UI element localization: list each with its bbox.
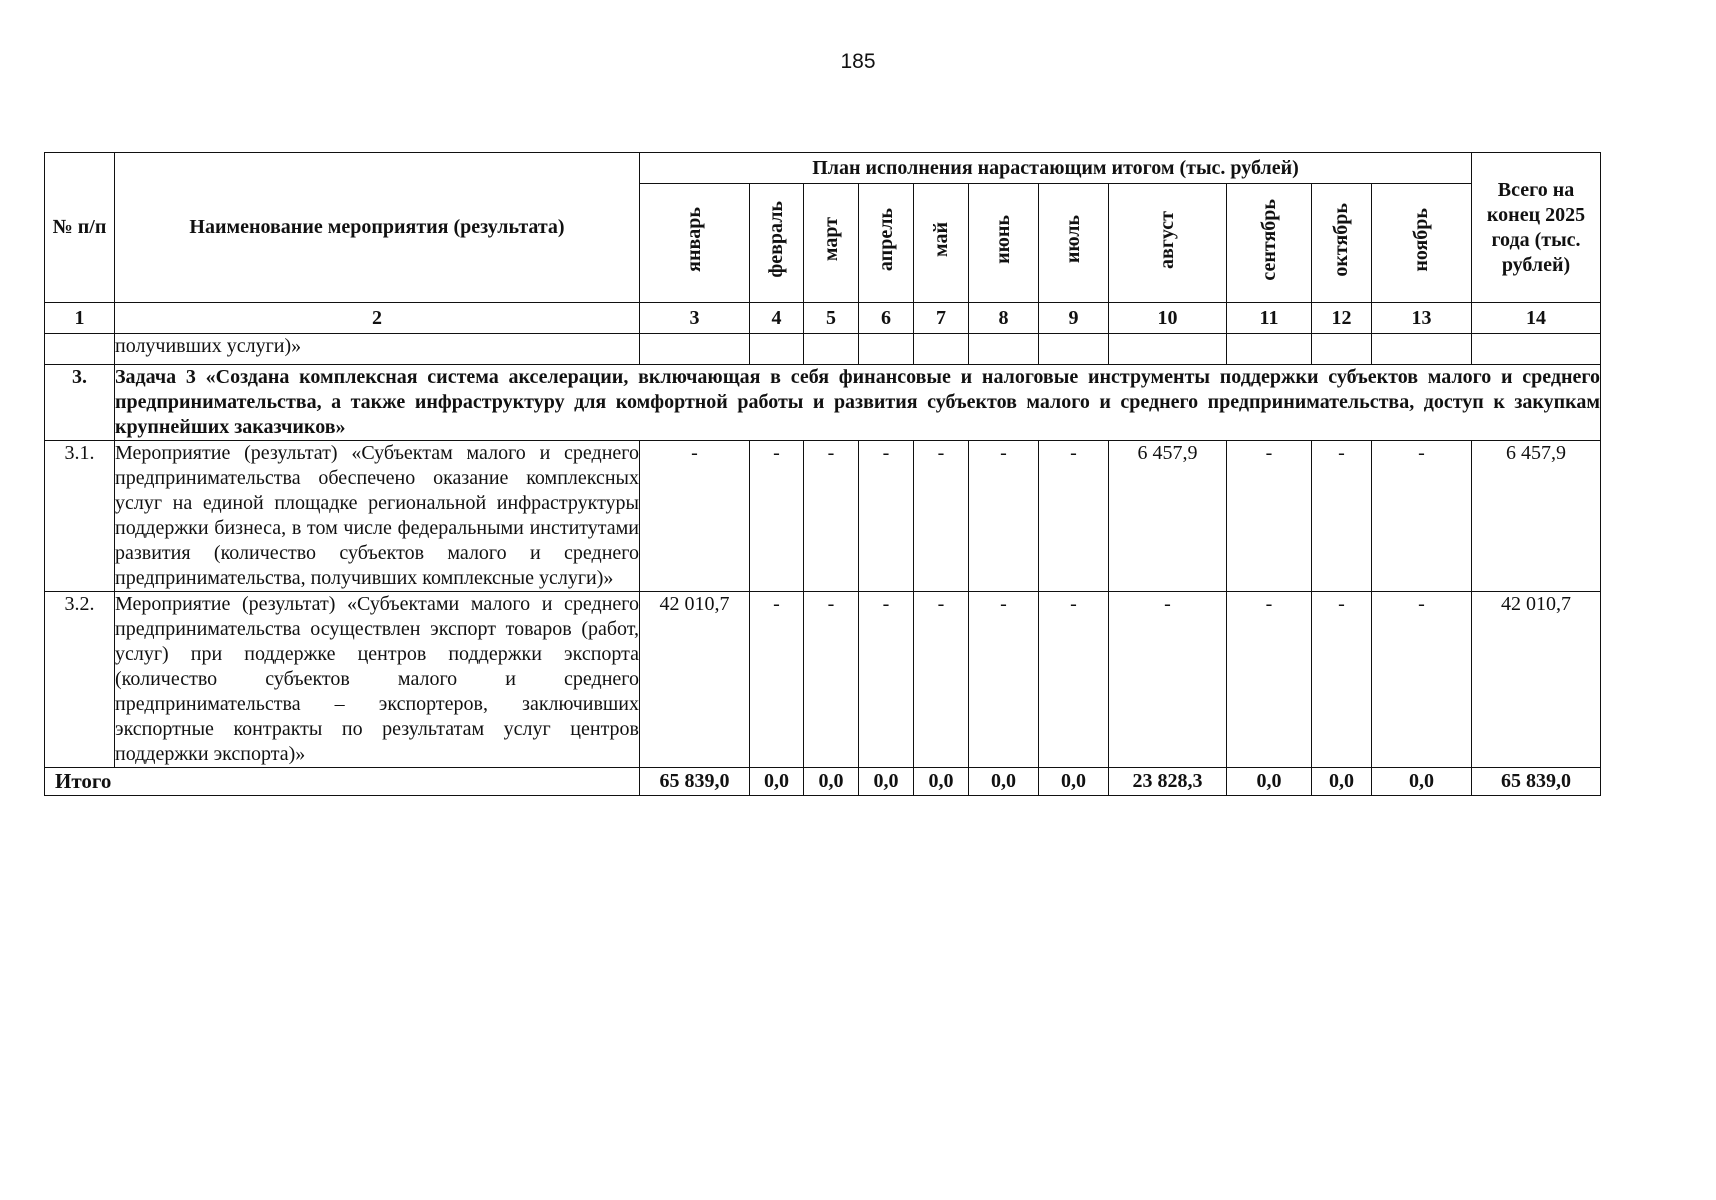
total-value: 0,0 bbox=[750, 768, 804, 796]
column-numbers-row bbox=[45, 303, 1601, 334]
column-number: 3 bbox=[640, 303, 750, 334]
column-number: 6 bbox=[859, 303, 914, 334]
row-value: - bbox=[859, 592, 914, 768]
column-number: 13 bbox=[1372, 303, 1472, 334]
header-name: Наименование мероприятия (результата) bbox=[115, 153, 640, 303]
row-index: 3.1. bbox=[45, 441, 115, 592]
row-value: - bbox=[859, 441, 914, 592]
header-plan-group: План исполнения нарастающим итогом (тыс. рублей) bbox=[640, 153, 1472, 184]
continuation-text: получивших услуги)» bbox=[115, 334, 640, 365]
row-value: - bbox=[969, 592, 1039, 768]
row-value: - bbox=[1109, 592, 1227, 768]
header-no: № п/п bbox=[45, 153, 115, 303]
header-row-1 bbox=[45, 153, 1601, 184]
row-value: - bbox=[1312, 592, 1372, 768]
total-value: 0,0 bbox=[804, 768, 859, 796]
task-row bbox=[45, 365, 1601, 441]
total-label: Итого bbox=[45, 768, 640, 796]
column-number: 14 bbox=[1472, 303, 1601, 334]
header-month: август bbox=[1109, 184, 1227, 303]
total-value: 0,0 bbox=[969, 768, 1039, 796]
header-month: сентябрь bbox=[1227, 184, 1312, 303]
column-number: 5 bbox=[804, 303, 859, 334]
column-number: 2 bbox=[115, 303, 640, 334]
table-row bbox=[45, 441, 1601, 592]
header-month: март bbox=[804, 184, 859, 303]
row-total: 6 457,9 bbox=[1472, 441, 1601, 592]
column-number: 12 bbox=[1312, 303, 1372, 334]
continuation-row bbox=[45, 334, 1601, 365]
row-value: - bbox=[640, 441, 750, 592]
row-value: - bbox=[1227, 441, 1312, 592]
column-number: 10 bbox=[1109, 303, 1227, 334]
table-row bbox=[45, 592, 1601, 768]
task-text: Задача 3 «Создана комплексная система акселерации, включающая в себя финансовые и налоговые инструменты поддержки субъектов малого и среднего предпринимательства, а также инфраструктуру для комфортной работы и развития субъектов малого и среднего предпринимательства, доступ к закупкам крупнейших заказчиков» bbox=[115, 365, 1601, 441]
row-name: Мероприятие (результат) «Субъектами малого и среднего предпринимательства осуществлен экспорт товаров (работ, услуг) при поддержке центров поддержки экспорта (количество субъектов малого и среднего предпринимательства – экспортеров, заключивших экспортные контракты по результатам услуг центров поддержки экспорта)» bbox=[115, 592, 640, 768]
total-value: 0,0 bbox=[859, 768, 914, 796]
row-value: - bbox=[1372, 592, 1472, 768]
row-value: 42 010,7 bbox=[640, 592, 750, 768]
row-value: 6 457,9 bbox=[1109, 441, 1227, 592]
total-row bbox=[45, 768, 1601, 796]
header-month: февраль bbox=[750, 184, 804, 303]
row-name: Мероприятие (результат) «Субъектам малого и среднего предпринимательства обеспечено оказание комплексных услуг на единой площадке региональной инфраструктуры поддержки бизнеса, в том числе федеральными институтами развития (количество субъектов малого и среднего предпринимательства, получивших комплексные услуги)» bbox=[115, 441, 640, 592]
row-value: - bbox=[1039, 592, 1109, 768]
total-value: 0,0 bbox=[1312, 768, 1372, 796]
column-number: 1 bbox=[45, 303, 115, 334]
row-value: - bbox=[1372, 441, 1472, 592]
plan-table bbox=[44, 152, 1601, 796]
total-value: 0,0 bbox=[914, 768, 969, 796]
row-value: - bbox=[1312, 441, 1372, 592]
header-month: май bbox=[914, 184, 969, 303]
row-value: - bbox=[804, 441, 859, 592]
header-month: июнь bbox=[969, 184, 1039, 303]
row-value: - bbox=[804, 592, 859, 768]
total-value: 65 839,0 bbox=[640, 768, 750, 796]
total-value: 0,0 bbox=[1372, 768, 1472, 796]
header-month: январь bbox=[640, 184, 750, 303]
page-number: 185 bbox=[840, 50, 876, 73]
header-month: ноябрь bbox=[1372, 184, 1472, 303]
header-month: июль bbox=[1039, 184, 1109, 303]
column-number: 8 bbox=[969, 303, 1039, 334]
grand-total: 65 839,0 bbox=[1472, 768, 1601, 796]
row-value: - bbox=[1227, 592, 1312, 768]
row-value: - bbox=[969, 441, 1039, 592]
row-index: 3.2. bbox=[45, 592, 115, 768]
row-value: - bbox=[1039, 441, 1109, 592]
column-number: 4 bbox=[750, 303, 804, 334]
row-value: - bbox=[750, 441, 804, 592]
row-value: - bbox=[914, 592, 969, 768]
column-number: 9 bbox=[1039, 303, 1109, 334]
column-number: 7 bbox=[914, 303, 969, 334]
total-value: 23 828,3 bbox=[1109, 768, 1227, 796]
total-value: 0,0 bbox=[1039, 768, 1109, 796]
task-index: 3. bbox=[45, 365, 115, 441]
row-value: - bbox=[750, 592, 804, 768]
header-month: апрель bbox=[859, 184, 914, 303]
column-number: 11 bbox=[1227, 303, 1312, 334]
header-total: Всего на конец 2025 года (тыс. рублей) bbox=[1472, 153, 1601, 303]
header-month: октябрь bbox=[1312, 184, 1372, 303]
row-total: 42 010,7 bbox=[1472, 592, 1601, 768]
total-value: 0,0 bbox=[1227, 768, 1312, 796]
row-value: - bbox=[914, 441, 969, 592]
